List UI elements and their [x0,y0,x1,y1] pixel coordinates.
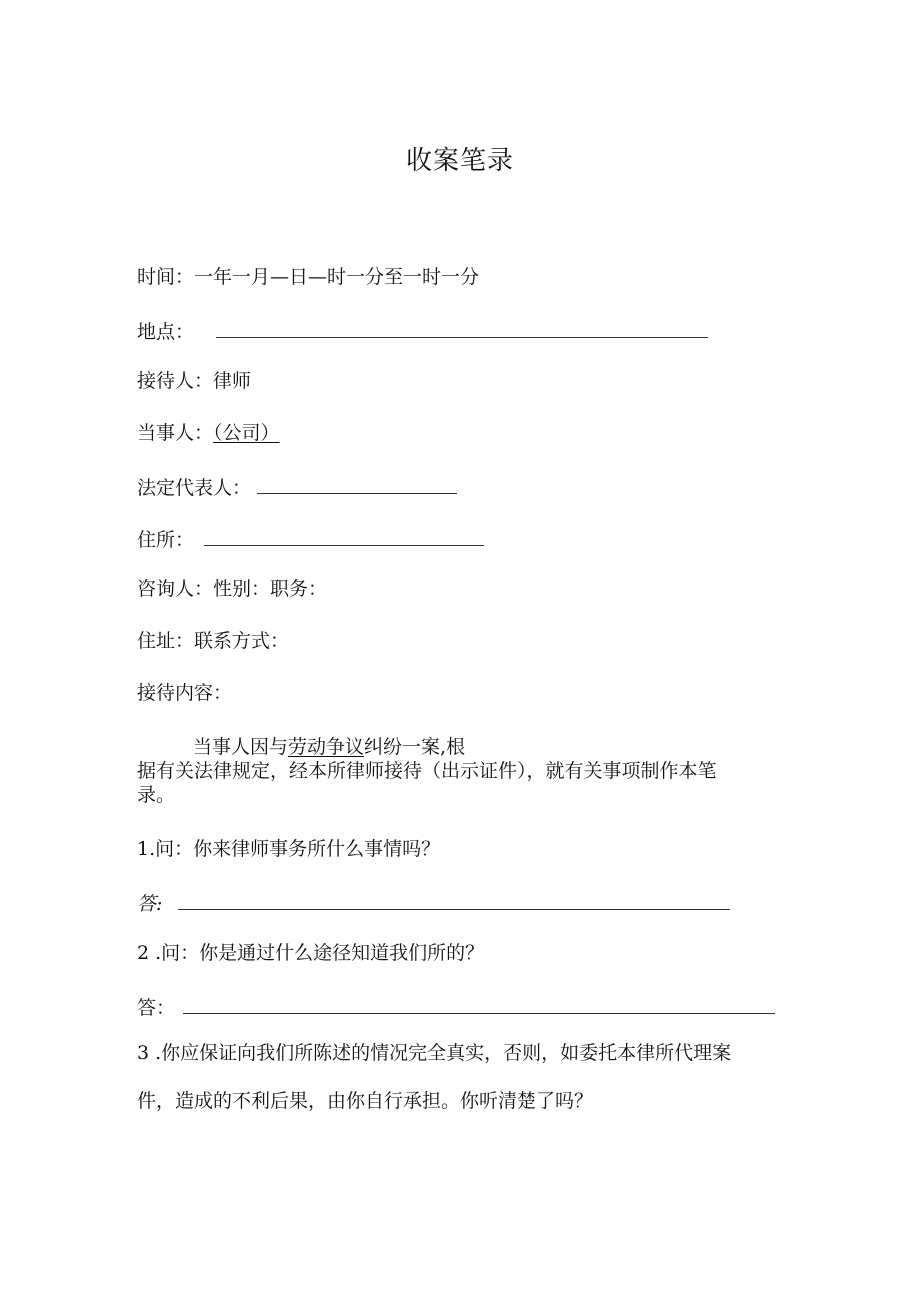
q1-answer-row [137,889,730,916]
receiver-label: 接待人： [137,370,214,392]
consultant-row [137,577,327,601]
contact-label: 联系方式： [194,630,290,652]
party-value: （公司） [213,422,280,444]
place-row [137,317,708,344]
intro-paragraph [137,735,777,807]
intro-part3: 据有关法律规定，经本所律师接待（出示证件），就有关事项制作本笔 [137,760,717,782]
q3-line2: 件，造成的不利后果，由你自行承担。你听清楚了吗？ [137,1090,594,1112]
place-label: 地点： [137,321,195,343]
q1-answer-blank[interactable] [178,889,730,910]
time-row [137,265,479,289]
intro-part4: 录。 [137,784,176,806]
q2-answer-row [137,993,775,1020]
intro-dispute: 劳动争议 [288,736,365,758]
receiver-row [137,369,251,393]
address-row [137,629,289,653]
intro-part1: 当事人因与 [193,736,289,758]
consultant-label: 咨询人： [137,578,214,600]
position-label: 职务： [270,578,328,600]
q1-question: 1.问：你来律师事务所什么事情吗？ [137,838,441,860]
q2-question: 2 .问：你是通过什么途径知道我们所的？ [137,942,485,964]
residence-row [137,525,484,552]
address-label: 住址： [137,630,195,652]
content-label: 接待内容： [137,682,233,704]
intro-part2: 纠纷一案,根 [364,736,466,758]
party-label: 当事人： [137,422,214,444]
legal-rep-label: 法定代表人： [137,477,252,499]
residence-blank[interactable] [204,525,484,546]
receiver-value: 律师 [213,370,252,392]
party-row [137,421,286,445]
document-title: 收案笔录 [405,146,514,176]
residence-label: 住所： [137,529,195,551]
gender-label: 性别： [213,578,271,600]
q3-line1: 3 .你应保证向我们所陈述的情况完全真实，否则，如委托本律所代理案 [137,1042,732,1064]
legal-rep-row [137,473,457,500]
q2-answer-label: 答： [137,997,176,1019]
time-value: 一年一月—日—时一分至一时一分 [194,266,480,288]
place-blank[interactable] [216,317,708,338]
q1-answer-label: 答: [137,893,163,915]
q2-answer-blank[interactable] [183,993,775,1014]
time-label: 时间： [137,266,195,288]
legal-rep-blank[interactable] [257,473,457,494]
